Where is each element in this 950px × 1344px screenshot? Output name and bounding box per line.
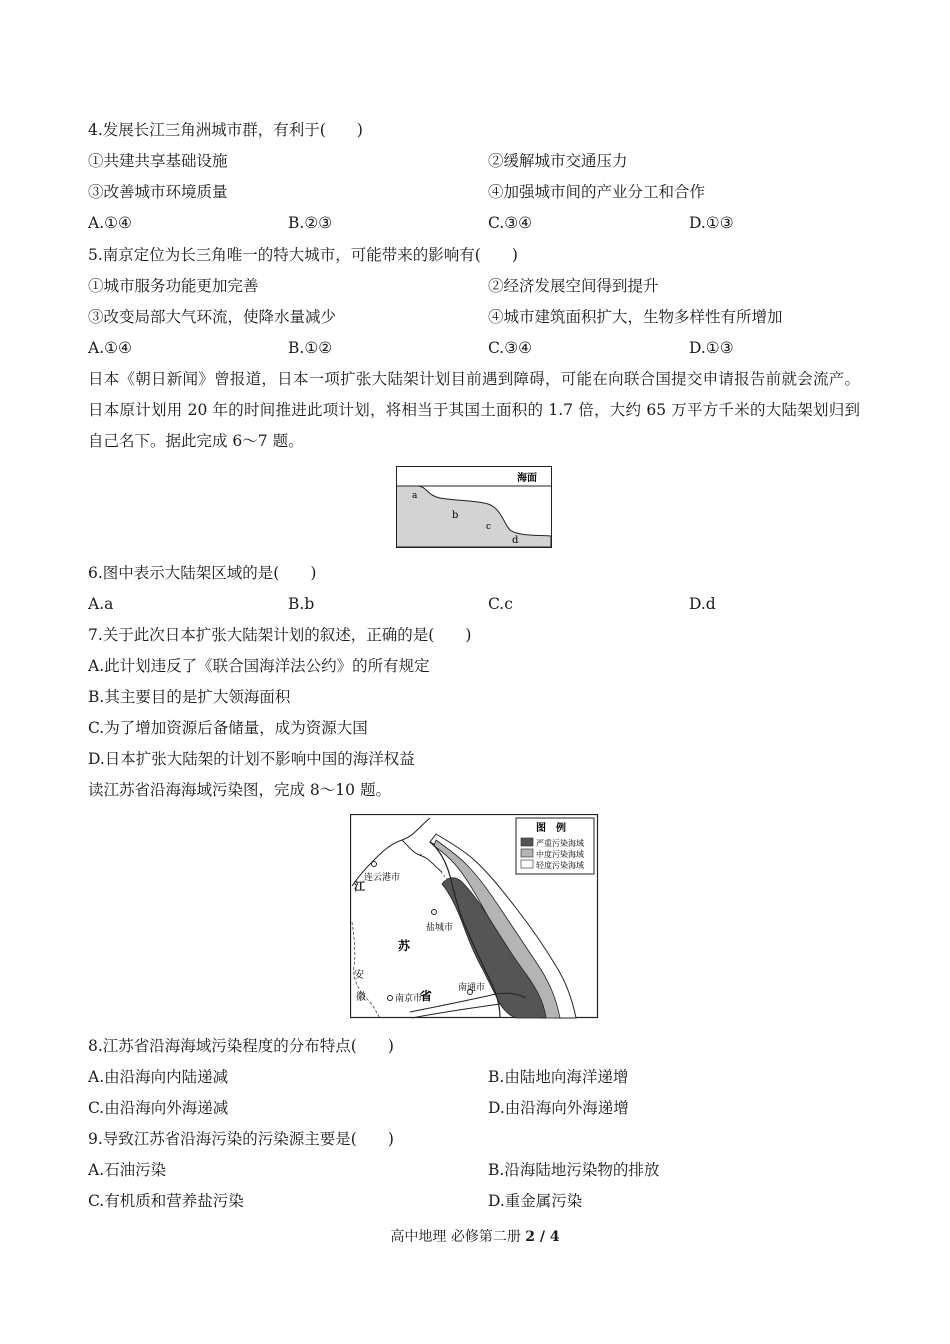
q8-options-row1	[88, 1067, 888, 1087]
point-b-label: b	[452, 510, 459, 521]
q7-option-a[interactable]: A.此计划违反了《联合国海洋法公约》的所有规定	[88, 657, 430, 675]
q8-option-a[interactable]: A.由沿海向内陆递减	[88, 1068, 229, 1086]
q4-items-row1	[88, 151, 888, 171]
q8-stem: 8.江苏省沿海海域污染程度的分布特点( )	[88, 1037, 394, 1055]
q5-stem: 5.南京定位为长三角唯一的特大城市，可能带来的影响有( )	[88, 246, 518, 264]
legend-light-swatch	[521, 860, 533, 868]
q4-option-d[interactable]: D.①③	[689, 214, 734, 232]
q9-options-row1	[88, 1160, 888, 1180]
q4-item-4: ④加强城市间的产业分工和合作	[488, 183, 706, 201]
q5-item-1: ①城市服务功能更加完善	[88, 277, 259, 295]
q4-stem: 4.发展长江三角洲城市群，有利于( )	[88, 121, 363, 139]
legend-title: 图 例	[536, 823, 566, 834]
province-char-sheng: 省	[420, 989, 433, 1003]
q5-option-d[interactable]: D.①③	[689, 339, 734, 357]
q6-option-c[interactable]: C.c	[488, 595, 513, 613]
legend-moderate-swatch	[521, 849, 533, 857]
q7-option-b[interactable]: B.其主要目的是扩大领海面积	[88, 688, 291, 706]
lianyungang-label: 连云港市	[364, 873, 401, 883]
q9-option-a[interactable]: A.石油污染	[88, 1161, 167, 1179]
passage-continental-shelf: 日本《朝日新闻》曾报道，日本一项扩张大陆架计划目前遇到障碍，可能在向联合国提交申请报告前就会流产。日本原计划用 20 年的时间推进此项计划，将相当于其国土面积的 1.7 倍，大约 65 万平方千米的大陆架划归到自己名下。据此完成 6～7 题。	[88, 370, 860, 450]
q5-items-row1	[88, 276, 888, 296]
continental-shelf-figure	[396, 466, 554, 550]
province-char-an: 安	[354, 970, 364, 981]
q4-item-3: ③改善城市环境质量	[88, 183, 228, 201]
q7-stem: 7.关于此次日本扩张大陆架计划的叙述，正确的是( )	[88, 626, 472, 644]
point-c-label: c	[486, 522, 492, 532]
q4-item-1: ①共建共享基础设施	[88, 152, 228, 170]
q8-option-d[interactable]: D.由沿海向外海递增	[488, 1099, 629, 1117]
q5-item-2: ②经济发展空间得到提升	[488, 277, 659, 295]
q4-option-b[interactable]: B.②③	[288, 214, 333, 232]
q9-option-b[interactable]: B.沿海陆地污染物的排放	[488, 1161, 660, 1179]
province-char-su: 苏	[398, 939, 411, 953]
nanjing-label: 南京市	[395, 994, 423, 1004]
q6-option-d[interactable]: D.d	[689, 595, 716, 613]
page-footer	[0, 1226, 950, 1246]
q6-option-a[interactable]: A.a	[88, 595, 114, 613]
q8-options-row2	[88, 1098, 888, 1118]
province-char-hui: 徽	[356, 992, 366, 1003]
q5-item-3: ③改变局部大气环流，使降水量减少	[88, 308, 337, 326]
legend-severe-swatch	[521, 838, 533, 846]
lianyungang-marker	[372, 862, 377, 867]
q5-item-4: ④城市建筑面积扩大，生物多样性有所增加	[488, 308, 783, 326]
yancheng-label: 盐城市	[426, 923, 454, 933]
q6-stem: 6.图中表示大陆架区域的是( )	[88, 564, 317, 582]
q7-option-c[interactable]: C.为了增加资源后备储量，成为资源大国	[88, 719, 368, 737]
legend-severe-label: 严重污染海域	[536, 839, 584, 848]
province-char-jiang: 江	[354, 880, 365, 893]
q9-option-c[interactable]: C.有机质和营养盐污染	[88, 1192, 244, 1210]
point-a-label: a	[412, 491, 418, 501]
passage-jiangsu-pollution: 读江苏省沿海海域污染图，完成 8～10 题。	[88, 781, 391, 799]
q4-option-c[interactable]: C.③④	[488, 214, 533, 232]
q9-option-d[interactable]: D.重金属污染	[488, 1192, 583, 1210]
q9-stem: 9.导致江苏省沿海污染的污染源主要是( )	[88, 1130, 394, 1148]
sea-surface-label: 海面	[517, 473, 537, 484]
q5-options	[88, 338, 888, 358]
yancheng-marker	[432, 910, 437, 915]
q5-option-c[interactable]: C.③④	[488, 339, 533, 357]
q8-option-c[interactable]: C.由沿海向外海递减	[88, 1099, 229, 1117]
q5-option-a[interactable]: A.①④	[88, 339, 132, 357]
q8-option-b[interactable]: B.由陆地向海洋递增	[488, 1068, 629, 1086]
q5-items-row2	[88, 307, 888, 327]
nanjing-marker	[388, 996, 393, 1001]
legend-moderate-label: 中度污染海域	[536, 850, 584, 859]
q4-item-2: ②缓解城市交通压力	[488, 152, 628, 170]
q4-options	[88, 213, 888, 233]
q7-option-d[interactable]: D.日本扩张大陆架的计划不影响中国的海洋权益	[88, 750, 415, 768]
point-d-label: d	[512, 535, 519, 546]
q6-options	[88, 594, 888, 614]
nantong-label: 南通市	[458, 983, 486, 993]
q9-options-row2	[88, 1191, 888, 1211]
footer-course: 高中地理 必修第二册	[390, 1229, 526, 1245]
q4-option-a[interactable]: A.①④	[88, 214, 132, 232]
jiangsu-pollution-map	[350, 814, 600, 1020]
page-number: 2 / 4	[525, 1229, 560, 1245]
legend-light-label: 轻度污染海域	[536, 861, 584, 870]
q4-items-row2	[88, 182, 888, 202]
q5-option-b[interactable]: B.①②	[288, 339, 333, 357]
q6-option-b[interactable]: B.b	[288, 595, 315, 613]
